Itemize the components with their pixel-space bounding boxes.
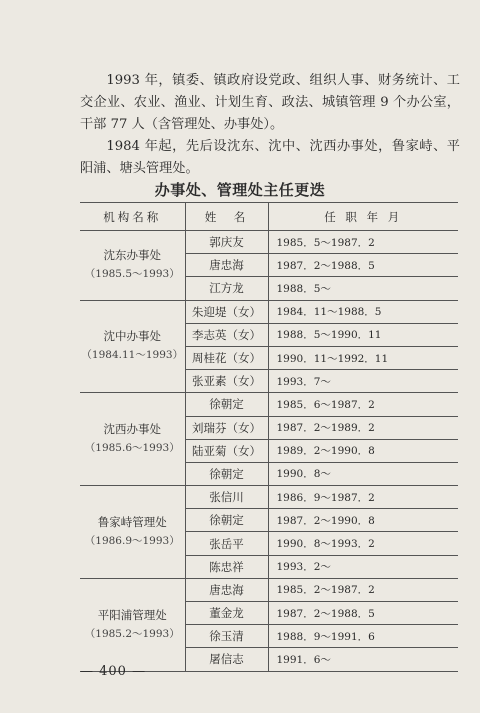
- org-cell: [80, 300, 185, 393]
- director-name-cell: 唐忠海: [185, 254, 268, 277]
- org-period: （1985.2～1993）: [84, 627, 180, 640]
- table-title: 办事处、管理处主任更迭: [154, 181, 326, 199]
- org-name: 沈中办事处: [103, 329, 161, 344]
- term-period-cell: 1987．2～1988．5: [268, 602, 458, 625]
- term-period-cell: 1988．5～1990．11: [268, 323, 458, 346]
- org-period: （1985.5～1993）: [84, 268, 180, 281]
- director-succession-table: [80, 202, 458, 672]
- term-period-cell: 1988．5～: [268, 277, 458, 300]
- table-body: [80, 231, 458, 672]
- table-row: [80, 231, 458, 254]
- term-period-cell: 1993．7～: [268, 370, 458, 393]
- term-period-cell: 1985．6～1987．2: [268, 393, 458, 416]
- org-name: 沈西办事处: [103, 422, 161, 437]
- term-period-cell: 1990．8～: [268, 462, 458, 485]
- table-row: [80, 578, 458, 601]
- term-period-cell: 1984．11～1988．5: [268, 300, 458, 323]
- term-period-cell: 1989．2～1990．8: [268, 439, 458, 462]
- column-header-term: 任 职 年 月: [268, 203, 458, 231]
- org-cell: [80, 231, 185, 301]
- org-cell: [80, 578, 185, 671]
- director-name-cell: 郭庆友: [185, 231, 268, 254]
- org-period: （1986.9～1993）: [84, 534, 180, 547]
- director-name-cell: 江方龙: [185, 277, 268, 300]
- org-cell: [80, 486, 185, 579]
- term-period-cell: 1987．2～1989．2: [268, 416, 458, 439]
- term-period-cell: 1985．2～1987．2: [268, 578, 458, 601]
- term-period-cell: 1985．5～1987．2: [268, 231, 458, 254]
- director-name-cell: 陆亚菊（女）: [185, 439, 268, 462]
- org-name: 鲁家峙管理处: [97, 514, 167, 529]
- director-name-cell: 唐忠海: [185, 578, 268, 601]
- term-period-cell: 1990．8～1993．2: [268, 532, 458, 555]
- director-name-cell: 周桂花（女）: [185, 346, 268, 369]
- director-name-cell: 张亚素（女）: [185, 370, 268, 393]
- term-period-cell: 1991．6～: [268, 648, 458, 671]
- page-number: — 400 —: [80, 664, 147, 679]
- director-name-cell: 徐朝定: [185, 393, 268, 416]
- term-period-cell: 1988．9～1991．6: [268, 625, 458, 648]
- director-name-cell: 董金龙: [185, 602, 268, 625]
- column-header-name: 姓 名: [185, 203, 268, 231]
- table-row: [80, 486, 458, 509]
- director-name-cell: 张信川: [185, 486, 268, 509]
- term-period-cell: 1987．2～1990．8: [268, 509, 458, 532]
- director-name-cell: 刘瑞芬（女）: [185, 416, 268, 439]
- director-name-cell: 李志英（女）: [185, 323, 268, 346]
- org-name: 平阳浦管理处: [97, 607, 167, 622]
- table-row: [80, 393, 458, 416]
- director-name-cell: 徐朝定: [185, 462, 268, 485]
- org-period: （1985.6～1993）: [84, 442, 180, 455]
- term-period-cell: 1986．9～1987．2: [268, 486, 458, 509]
- org-period: （1984.11～1993）: [81, 349, 184, 362]
- director-name-cell: 徐玉清: [185, 625, 268, 648]
- director-name-cell: 张岳平: [185, 532, 268, 555]
- intro-paragraph-1: 1993 年，镇委、镇政府设党政、组织人事、财务统计、工交企业、农业、渔业、计划生育、政法、城镇管理 9 个办公室，干部 77 人（含管理处、办事处）。: [80, 73, 460, 132]
- table-header-row: [80, 203, 458, 231]
- term-period-cell: 1993．2～: [268, 555, 458, 578]
- director-name-cell: 屠信志: [185, 648, 268, 671]
- org-name: 沈东办事处: [103, 248, 161, 263]
- table-row: [80, 300, 458, 323]
- column-header-org: 机构名称: [80, 203, 185, 231]
- intro-paragraph-2: 1984 年起，先后设沈东、沈中、沈西办事处，鲁家峙、平阳浦、塘头管理处。: [80, 139, 460, 176]
- director-name-cell: 朱迎堤（女）: [185, 300, 268, 323]
- director-name-cell: 陈忠祥: [185, 555, 268, 578]
- org-cell: [80, 393, 185, 486]
- term-period-cell: 1987．2～1988．5: [268, 254, 458, 277]
- term-period-cell: 1990．11～1992．11: [268, 346, 458, 369]
- director-name-cell: 徐朝定: [185, 509, 268, 532]
